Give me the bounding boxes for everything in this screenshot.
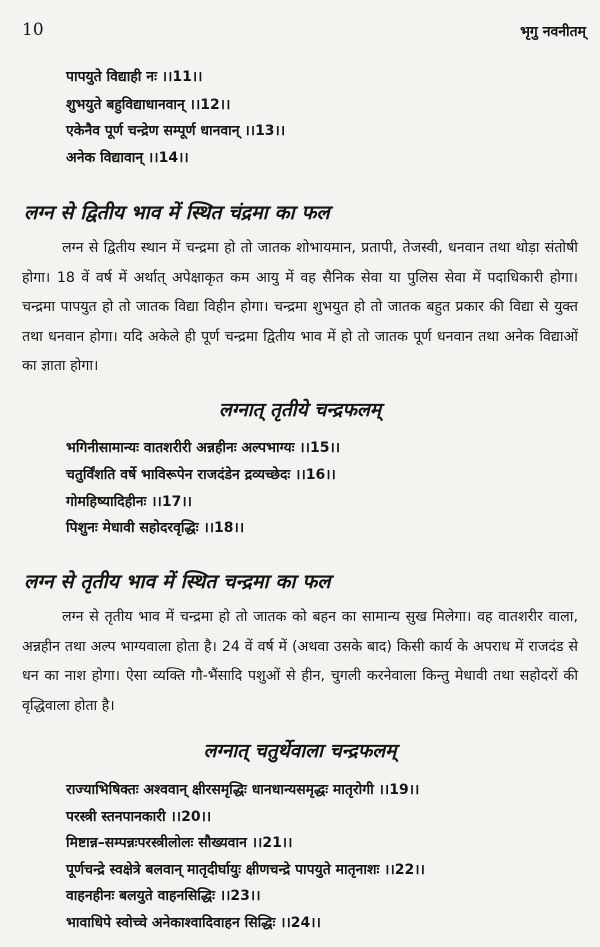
verse-line: चतुर्विंशति वर्षे भाविरूपेन राजदंडेन द्रव्यच्छेदः ।।16।। [66, 467, 336, 483]
verse-line: भावाधिपे स्वोच्चे अनेकाश्वादिवाहन सिद्धिः ।।24।। [66, 915, 321, 931]
page-number: 10 [22, 20, 44, 40]
verse-line: वाहनहीनः बलयुते वाहनसिद्धिः ।।23।। [66, 888, 261, 904]
verse-line: मिष्टान्न–सम्पन्नःपरस्त्रीलोलः सौख्यवान ।।21।। [66, 835, 293, 851]
verse-line: भगिनीसामान्यः वातशरीरी अन्नहीनः अल्पभाग्यः ।।15।। [66, 440, 341, 456]
verse-line: अनेक विद्यावान् ।।14।। [66, 150, 189, 166]
verse-line: राज्याभिषिक्तः अश्ववान् क्षीरसमृद्धिः धानधान्यसमृद्धः मातृरोगी ।।19।। [66, 782, 420, 798]
verse-line: शुभयुते बहुविद्याधानवान् ।।12।। [66, 97, 231, 113]
verse-line: परस्त्री स्तनपानकारी ।।20।। [66, 809, 212, 825]
running-title: भृगु नवनीतम् [520, 24, 586, 40]
section-heading: लग्नात् चतुर्थेवाला चन्द्रफलम् [203, 740, 397, 762]
commentary-paragraph: लग्न से तृतीय भाव में चन्द्रमा हो तो जातक को बहन का सामान्य सुख मिलेगा। वह वातशरीर वाला, अन्नहीन तथा अल्प भाग्यवाला होता है। 24 वें वर्ष में (अथवा उसके बाद) किसी कार्य के अपराध में राजदंड से धन का नाश होगा। ऐसा व्यक्ति गौ-भैंसादि पशुओं से हीन, चुगली करनेवाला किन्तु मेधावी तथा सहोदरों की वृद्धिवाला होता है। [22, 609, 578, 714]
section-heading: लग्न से तृतीय भाव में स्थित चन्द्रमा का फल [24, 570, 331, 593]
verse-line: पूर्णचन्द्रे स्वक्षेत्रे बलवान् मातृदीर्घायुः क्षीणचन्द्रे पापयुते मातृनाशः ।।22।। [66, 862, 425, 878]
verse-line: एकेनैव पूर्ण चन्द्रेण सम्पूर्ण धानवान् ।।13।। [66, 123, 286, 139]
verse-line: पिशुनः मेधावी सहोदरवृद्धिः ।।18।। [66, 520, 245, 536]
commentary-paragraph: लग्न से द्वितीय स्थान में चन्द्रमा हो तो जातक शोभायमान, प्रतापी, तेजस्वी, धनवान तथा थोड़ा संतोषी होगा। 18 वें वर्ष में अर्थात् अपेक्षाकृत कम आयु में वह सैनिक सेवा या पुलिस सेवा में पदाधिकारी होगा। चन्द्रमा पापयुत हो तो जातक विद्या विहीन होगा। चन्द्रमा शुभयुत हो तो जातक बहुत प्रकार की विद्या से युक्त तथा धनवान होगा। यदि अकेले ही पूर्ण चन्द्रमा द्वितीय भाव में हो तो जातक पूर्ण धनवान तथा अनेक विद्याओं का ज्ञाता होगा। [22, 240, 578, 374]
section-heading: लग्नात् तृतीये चन्द्रफलम् [218, 399, 382, 421]
verse-line: पापयुते विद्याही नः ।।11।। [66, 69, 203, 85]
section-heading: लग्न से द्वितीय भाव में स्थित चंद्रमा का फल [24, 201, 330, 224]
verse-line: गोमहिष्यादिहीनः ।।17।। [66, 494, 192, 510]
